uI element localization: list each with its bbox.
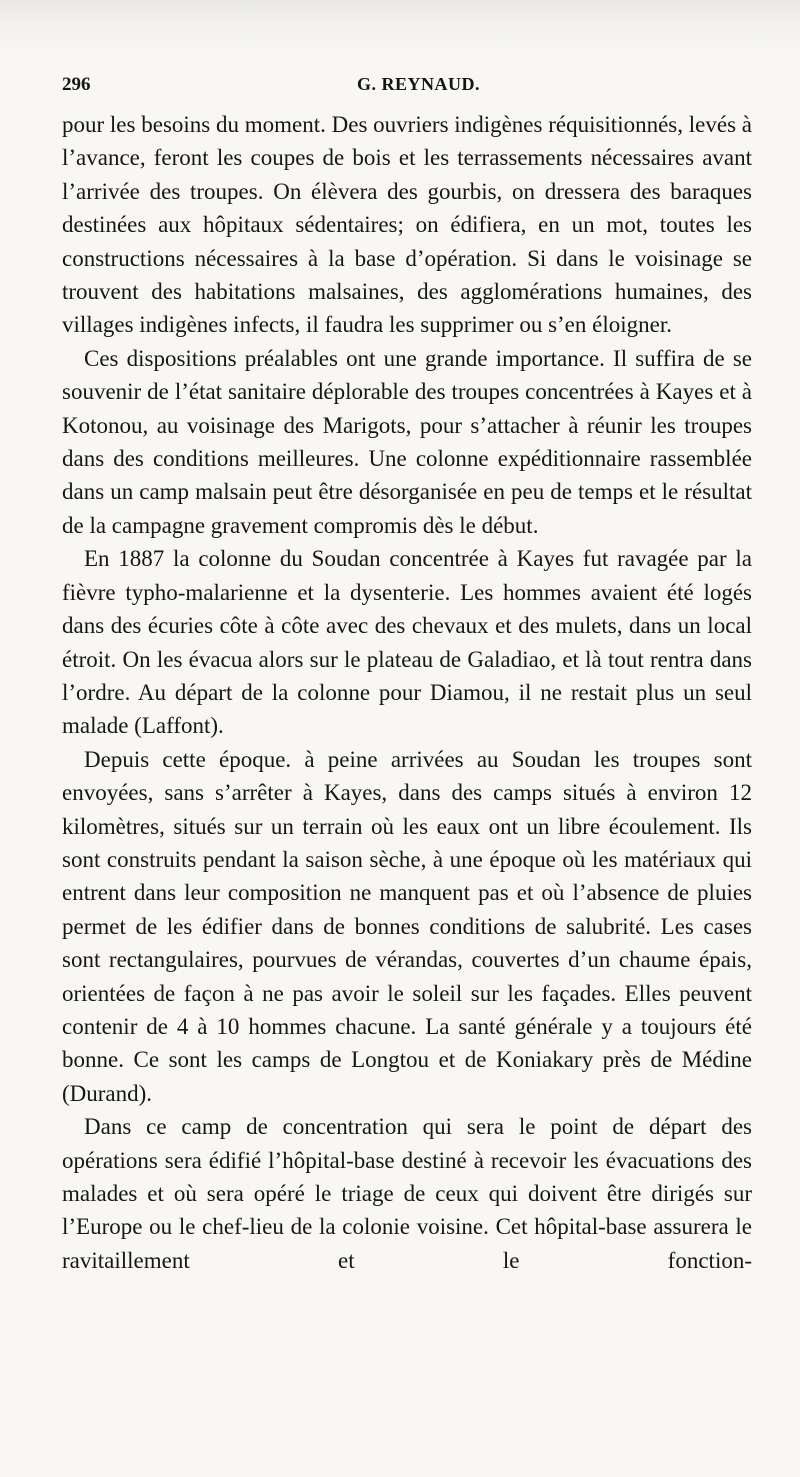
paragraph-5: Dans ce camp de concentration qui sera le point de départ des opérations sera édifié l’hôpital-base destiné à recevoir les évacuations des malades et où sera opéré le triage de ceux qui doivent être dirigés sur l’Europe ou le chef-lieu de la colonie voisine. Cet hôpital-base assurera le ravitaillement et le fonction- [62, 1114, 752, 1273]
paragraph-4: Depuis cette époque. à peine arrivées au Soudan les troupes sont envoyées, sans s’arrêter à Kayes, dans des camps situés à environ 12 kilomètres, situés sur un terrain où les eaux ont un libre écoulement. Ils sont construits pendant la saison sèche, à une époque où les matériaux qui entrent dans leur composition ne manquent pas et où l’absence de pluies permet de les édifier dans de bonnes conditions de salubrité. Les cases sont rectangulaires, pourvues de vérandas, couvertes d’un chaume épais, orientées de façon à ne pas avoir le soleil sur les façades. Elles peuvent contenir de 4 à 10 hommes chacune. La santé générale y a toujours été bonne. Ce sont les camps de Longtou et de Koniakary près de Médine (Durand). [62, 746, 752, 1106]
running-head: G. REYNAUD. [357, 74, 481, 94]
body-text [62, 108, 752, 1277]
page-number: 296 [62, 74, 91, 95]
page-header [62, 74, 752, 100]
paragraph-3: En 1887 la colonne du Soudan concentrée à Kayes fut ravagée par la fièvre typho-malarienne et la dysenterie. Les hommes avaient été logés dans des écuries côte à côte avec des chevaux et des mulets, dans un local étroit. On les évacua alors sur le plateau de Galadiao, et là tout rentra dans l’ordre. Au départ de la colonne pour Diamou, il ne restait plus un seul malade (Laffont). [62, 546, 752, 739]
paragraph-1: pour les besoins du moment. Des ouvriers indigènes réquisitionnés, levés à l’avance, feront les coupes de bois et les terrassements nécessaires avant l’arrivée des troupes. On élèvera des gourbis, on dressera des baraques destinées aux hôpitaux sédentaires; on édifiera, en un mot, toutes les constructions nécessaires à la base d’opération. Si dans le voisinage se trouvent des habitations malsaines, des agglomérations humaines, des villages indigènes infects, il faudra les supprimer ou s’en éloigner. [62, 112, 752, 338]
paragraph-2: Ces dispositions préalables ont une grande importance. Il suffira de se souvenir de l’état sanitaire déplorable des troupes concentrées à Kayes et à Kotonou, au voisinage des Marigots, pour s’attacher à réunir les troupes dans des conditions meilleures. Une colonne expéditionnaire rassemblée dans un camp malsain peut être désorganisée en peu de temps et le résultat de la campagne gravement compromis dès le début. [62, 345, 752, 538]
